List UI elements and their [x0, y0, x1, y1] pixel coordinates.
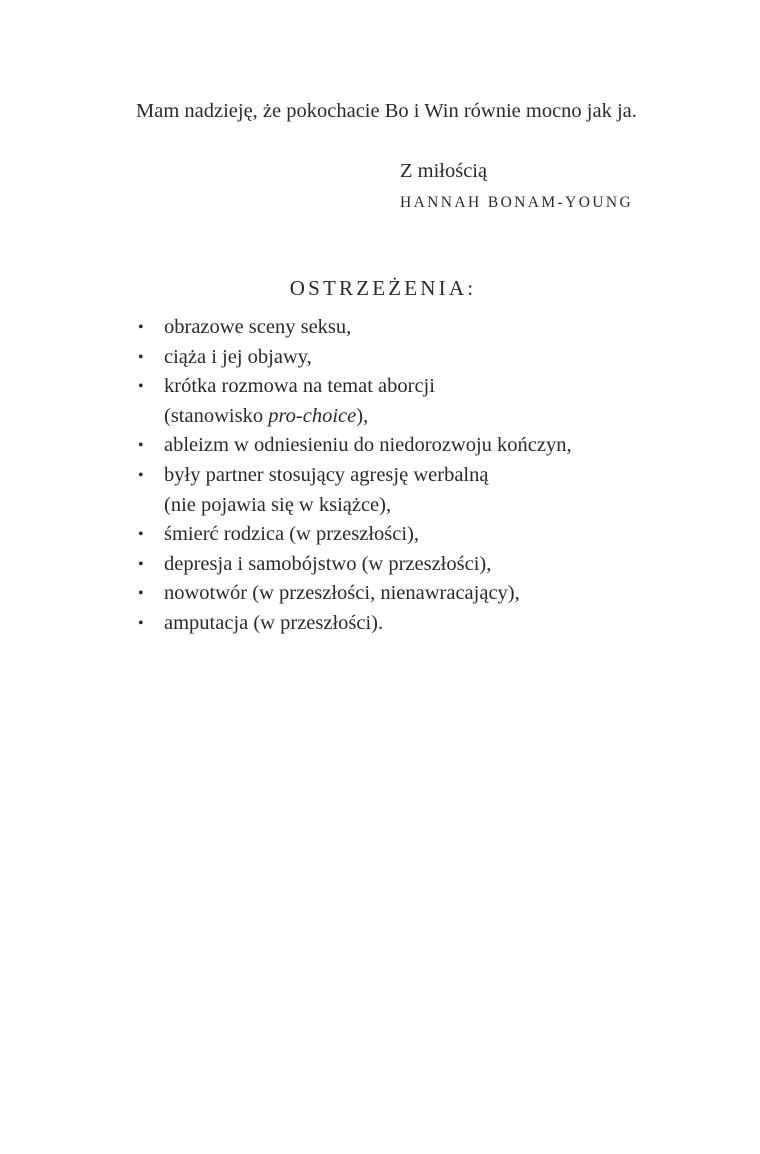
bullet-icon: •: [138, 585, 144, 603]
list-item: [138, 579, 572, 609]
list-item-text: śmierć rodzica (w przeszłości),: [164, 523, 419, 546]
list-item: [138, 461, 572, 520]
continuation-suffix: ),: [356, 404, 369, 427]
list-item-text: ableizm w odniesieniu do niedorozwoju kończyn,: [164, 434, 572, 457]
list-item-text: krótka rozmowa na temat aborcji: [164, 375, 435, 398]
intro-paragraph: [107, 95, 643, 127]
list-item-text: amputacja (w przeszłości).: [164, 611, 384, 634]
bullet-icon: •: [138, 526, 144, 544]
bullet-icon: •: [138, 378, 144, 396]
list-item: [138, 550, 572, 580]
list-item-text: nowotwór (w przeszłości, nienawracający),: [164, 582, 520, 605]
bullet-icon: •: [138, 555, 144, 573]
list-item-text: ciąża i jej objawy,: [164, 345, 312, 368]
list-item-text: były partner stosujący agresję werbalną: [164, 463, 489, 486]
bullet-icon: •: [138, 348, 144, 366]
bullet-icon: •: [138, 614, 144, 632]
bullet-icon: •: [138, 437, 144, 455]
list-item: [138, 609, 572, 639]
list-item: [138, 520, 572, 550]
signature-author: HANNAH BONAM-YOUNG: [400, 194, 634, 211]
warnings-title: OSTRZEŻENIA:: [289, 276, 477, 300]
list-item-text: obrazowe sceny seksu,: [164, 316, 352, 338]
intro-text: Mam nadzieję, że pokochacie Bo i Win równie mocno jak ja.: [136, 100, 637, 122]
bullet-icon: •: [138, 319, 144, 336]
list-item: [138, 313, 572, 343]
list-item: [138, 343, 572, 373]
italic-term: pro-choice: [268, 404, 357, 427]
signature-closing: Z miłością: [400, 160, 488, 182]
continuation-prefix: (stanowisko: [164, 404, 269, 427]
list-item-continuation: [164, 402, 572, 432]
warnings-list: [138, 313, 572, 639]
list-item-continuation: (nie pojawia się w książce),: [164, 493, 392, 516]
list-item-text: depresja i samobójstwo (w przeszłości),: [164, 552, 492, 575]
bullet-icon: •: [138, 466, 144, 484]
list-item: [138, 431, 572, 461]
list-item: [138, 372, 572, 431]
